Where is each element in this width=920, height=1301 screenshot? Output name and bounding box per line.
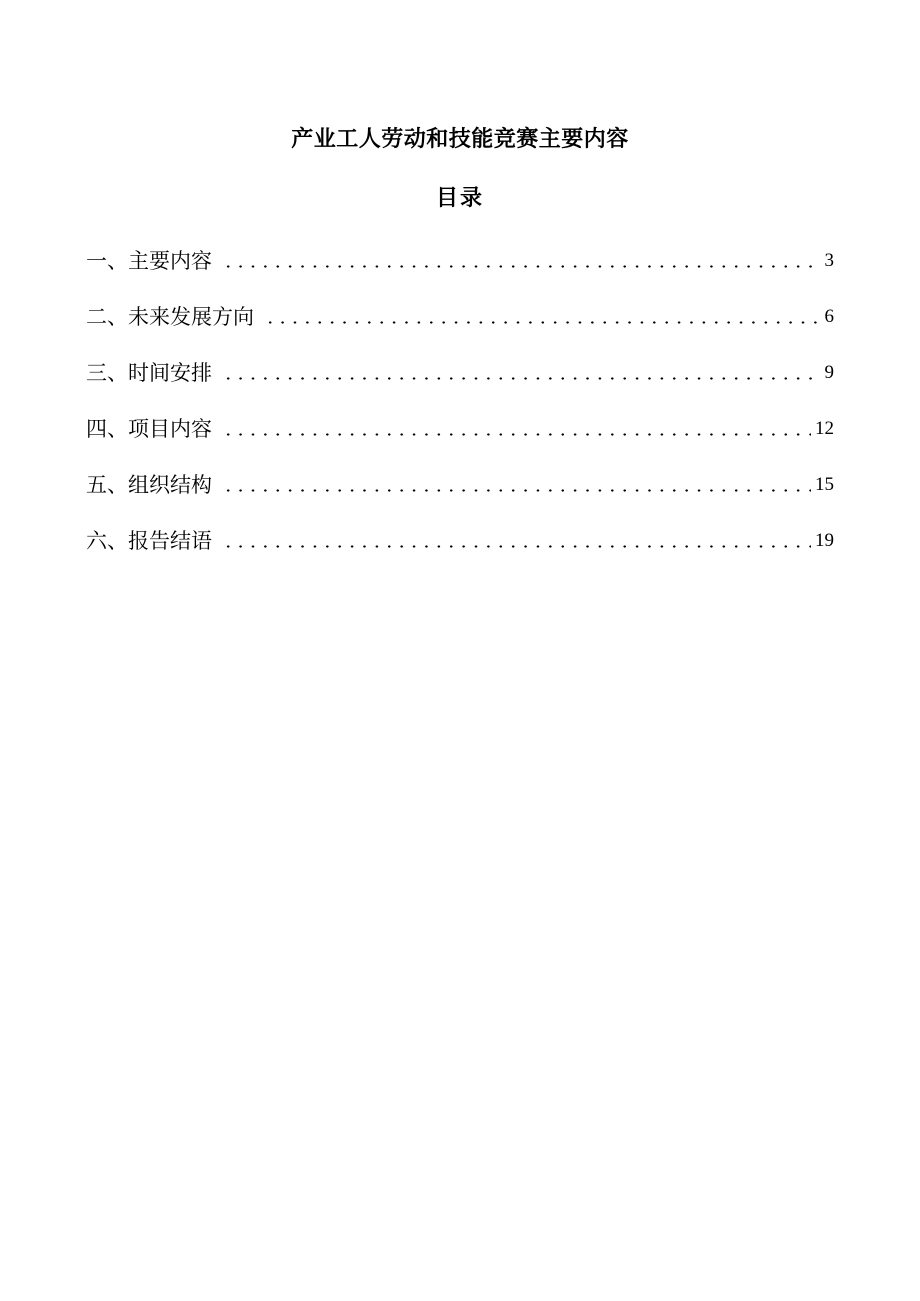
toc-entry-label: 五、组织结构 (86, 473, 212, 497)
toc-entry-label: 一、主要内容 (86, 249, 212, 273)
toc-entry-label: 六、报告结语 (86, 529, 212, 553)
toc-entry-future-direction[interactable] (82, 276, 834, 332)
toc-entry-project-content[interactable] (82, 388, 834, 444)
toc-entry-main-content[interactable] (82, 240, 834, 276)
toc-entry-page-number: 9 (824, 362, 834, 383)
toc-heading: 目录 (435, 186, 484, 211)
dot-leader (222, 377, 820, 380)
dot-leader (222, 433, 811, 436)
dot-leader (222, 265, 820, 268)
table-of-contents (82, 240, 834, 556)
dot-leader (222, 545, 811, 548)
toc-entry-organization[interactable] (82, 444, 834, 500)
toc-entry-page-number: 15 (815, 474, 834, 495)
dot-leader (264, 321, 820, 324)
toc-entry-conclusion[interactable] (82, 500, 834, 556)
toc-entry-label: 四、项目内容 (86, 417, 212, 441)
toc-entry-schedule[interactable] (82, 332, 834, 388)
document-title: 产业工人劳动和技能竞赛主要内容 (291, 127, 629, 152)
dot-leader (222, 489, 811, 492)
toc-entry-page-number: 12 (815, 418, 834, 439)
toc-entry-page-number: 19 (815, 530, 834, 551)
toc-entry-label: 二、未来发展方向 (86, 305, 254, 329)
toc-entry-page-number: 6 (824, 306, 834, 327)
toc-entry-page-number: 3 (824, 250, 834, 271)
toc-entry-label: 三、时间安排 (86, 361, 212, 385)
